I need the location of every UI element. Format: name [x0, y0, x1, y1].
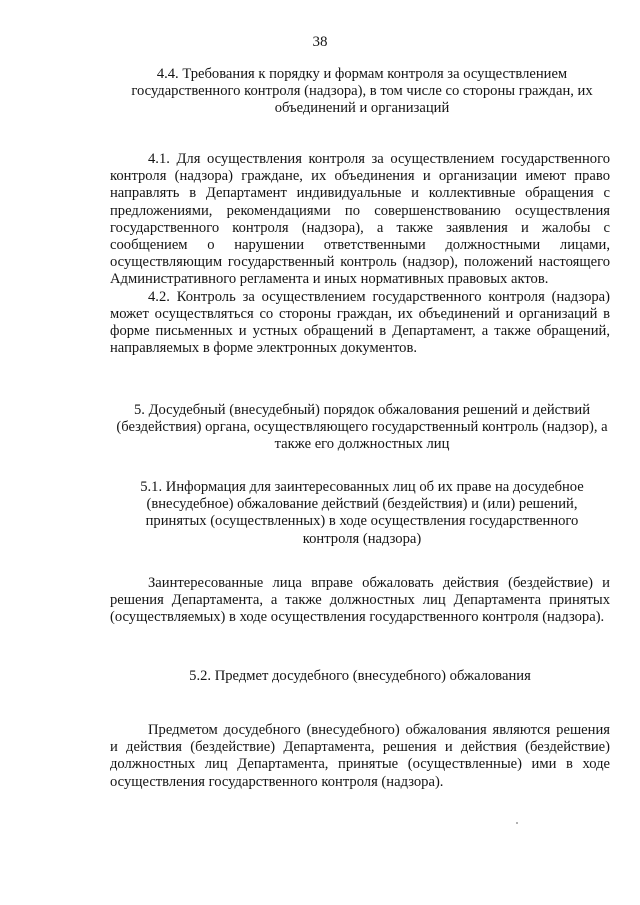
heading-5: 5. Досудебный (внесудебный) порядок обжалования решений и действий (бездействия) органа, осуществляющего государственный контроль (надзор), а также его должностных лиц — [116, 402, 608, 453]
heading-5-1: 5.1. Информация для заинтересованных лиц об их праве на досудебное (внесудебное) обжалование действий (бездействия) и (или) решений, принятых (осуществленных) в ходе осуществления государственного контроля (надзора) — [140, 479, 584, 547]
scan-speck — [516, 822, 518, 824]
paragraph-4-1 — [110, 151, 610, 357]
paragraph-4-2-text: 4.2. Контроль за осуществлением государственного контроля (надзора) может осуществляться со стороны граждан, их объединений и организаций в форме письменных и устных обращений в Департамент, а также обращений, направляемых в форме электронных документов. — [110, 288, 610, 357]
paragraph-4-1-text: 4.1. Для осуществления контроля за осуществлением государственного контроля (надзора) граждане, их объединения и организации имеют право направлять в Департамент индивидуальные и коллективные обращения с предложениями, рекомендациями по совершенствованию осуществления государственного контроля (надзора), а также заявления и жалобы с сообщением о нарушении ответственными должностными лицами, осуществляющим государственный контроль (надзор), положений настоящего Административного регламента и иных нормативных правовых актов. — [110, 151, 610, 288]
heading-5-2: 5.2. Предмет досудебного (внесудебного) обжалования — [189, 668, 531, 684]
paragraph-5-2: Предметом досудебного (внесудебного) обжалования являются решения и действия (бездействие) Департамента, решения и действия (бездействие) должностных лиц Департамента, принятые (осуществленные) ими в ходе осуществления государственного контроля (надзора). — [110, 722, 610, 790]
paragraph-5-1: Заинтересованные лица вправе обжаловать действия (бездействие) и решения Департамента, а также должностных лиц Департамента принятых (осуществляемых) в ходе осуществления государственного контроля (надзора). — [110, 575, 610, 626]
heading-4-4: 4.4. Требования к порядку и формам контроля за осуществлением государственного контроля (надзора), в том числе со стороны граждан, их объединений и организаций — [131, 66, 593, 117]
page-number: 38 — [312, 34, 328, 50]
